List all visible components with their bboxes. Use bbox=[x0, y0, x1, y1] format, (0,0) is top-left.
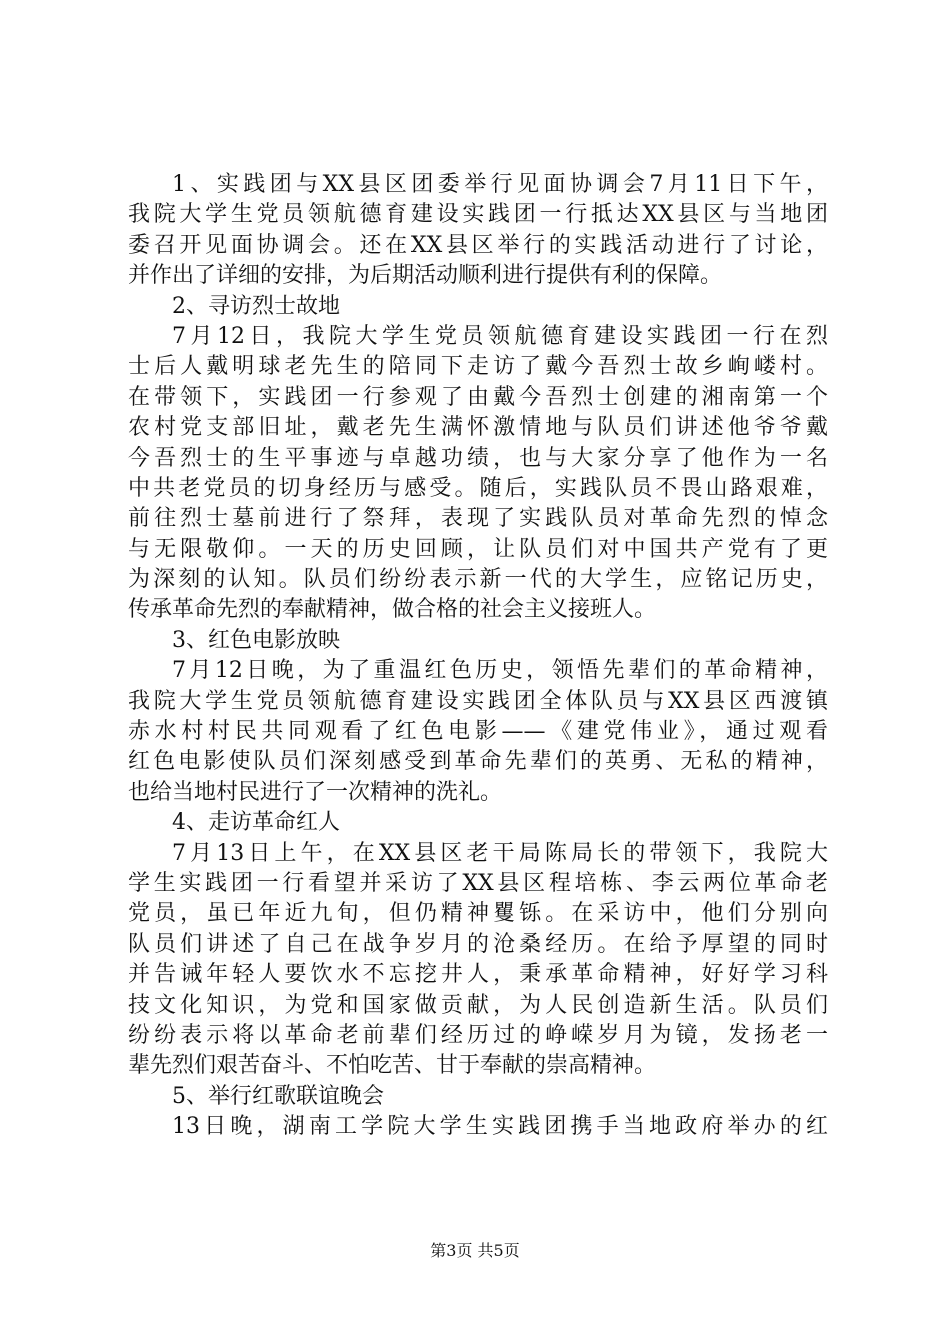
text-line: 并告诫年轻人要饮水不忘挖井人，秉承革命精神，好好学习科 bbox=[128, 962, 828, 988]
text-line: 并作出了详细的安排，为后期活动顺利进行提供有利的保障。 bbox=[128, 263, 723, 289]
text-line: 与无限敬仰。一天的历史回顾，让队员们对中国共产党有了更 bbox=[128, 536, 828, 562]
text-line: 士后人戴明球老先生的陪同下走访了戴今吾烈士故乡峋嵝村。 bbox=[128, 354, 828, 380]
text-line: 中共老党员的切身经历与感受。随后，实践队员不畏山路艰难， bbox=[128, 475, 828, 501]
text-line: 纷纷表示将以革命老前辈们经历过的峥嵘岁月为镜，发扬老一 bbox=[128, 1022, 828, 1048]
paragraph-martyr-visit bbox=[128, 322, 828, 626]
text-line: 红色电影使队员们深刻感受到革命先辈们的英勇、无私的精神， bbox=[128, 749, 828, 775]
text-line: 也给当地村民进行了一次精神的洗礼。 bbox=[128, 779, 503, 805]
text-line: 党员，虽已年近九旬，但仍精神矍铄。在采访中，他们分别向 bbox=[128, 901, 828, 927]
text-line: 我院大学生党员领航德育建设实践团一行抵达XX县区与当地团 bbox=[128, 202, 828, 228]
text-line: 今吾烈士的生平事迹与卓越功绩，也与大家分享了他作为一名 bbox=[128, 445, 828, 471]
paragraph-veteran-visit bbox=[128, 839, 828, 1082]
section-heading bbox=[128, 292, 828, 322]
text-line: 委召开见面协调会。还在XX县区举行的实践活动进行了讨论， bbox=[128, 232, 828, 258]
text-line: 在带领下，实践团一行参观了由戴今吾烈士创建的湘南第一个 bbox=[128, 384, 828, 410]
text-line: 农村党支部旧址，戴老先生满怀激情地与队员们讲述他爷爷戴 bbox=[128, 415, 828, 441]
text-line: 前往烈士墓前进行了祭拜，表现了实践队员对革命先烈的悼念 bbox=[128, 506, 828, 532]
paragraph-practice-meeting bbox=[128, 170, 828, 292]
text-line: 辈先烈们艰苦奋斗、不怕吃苦、甘于奉献的崇高精神。 bbox=[128, 1053, 657, 1079]
document-body bbox=[128, 170, 828, 1143]
section-heading bbox=[128, 1082, 828, 1112]
paragraph-red-song-gala bbox=[128, 1112, 828, 1142]
heading-line: 2、寻访烈士故地 bbox=[172, 293, 340, 319]
page-number-footer: 第3页 共5页 bbox=[430, 1241, 520, 1260]
text-line: 传承革命先烈的奉献精神，做合格的社会主义接班人。 bbox=[128, 597, 657, 623]
text-line: 7月13日上午，在XX县区老干局陈局长的带领下，我院大 bbox=[172, 840, 828, 866]
heading-line: 3、红色电影放映 bbox=[172, 627, 340, 653]
text-line: 技文化知识，为党和国家做贡献，为人民创造新生活。队员们 bbox=[128, 992, 828, 1018]
text-line: 7月12日晚，为了重温红色历史，领悟先辈们的革命精神， bbox=[172, 658, 828, 684]
heading-line: 4、走访革命红人 bbox=[172, 810, 340, 836]
section-heading bbox=[128, 808, 828, 838]
heading-line: 5、举行红歌联谊晚会 bbox=[172, 1083, 384, 1109]
text-line: 我院大学生党员领航德育建设实践团全体队员与XX县区西渡镇 bbox=[128, 688, 828, 714]
text-line: 为深刻的认知。队员们纷纷表示新一代的大学生，应铭记历史， bbox=[128, 567, 828, 593]
text-line: 学生实践团一行看望并采访了XX县区程培栋、李云两位革命老 bbox=[128, 870, 828, 896]
text-line: 7月12日，我院大学生党员领航德育建设实践团一行在烈 bbox=[172, 323, 828, 349]
paragraph-red-film bbox=[128, 656, 828, 808]
text-line: 赤水村村民共同观看了红色电影——《建党伟业》，通过观看 bbox=[128, 719, 828, 745]
text-line: 队员们讲述了自己在战争岁月的沧桑经历。在给予厚望的同时 bbox=[128, 931, 828, 957]
text-line: 13日晚，湖南工学院大学生实践团携手当地政府举办的红 bbox=[172, 1114, 828, 1140]
text-line: 1、实践团与XX县区团委举行见面协调会7月11日下午， bbox=[172, 172, 828, 197]
section-heading bbox=[128, 626, 828, 656]
